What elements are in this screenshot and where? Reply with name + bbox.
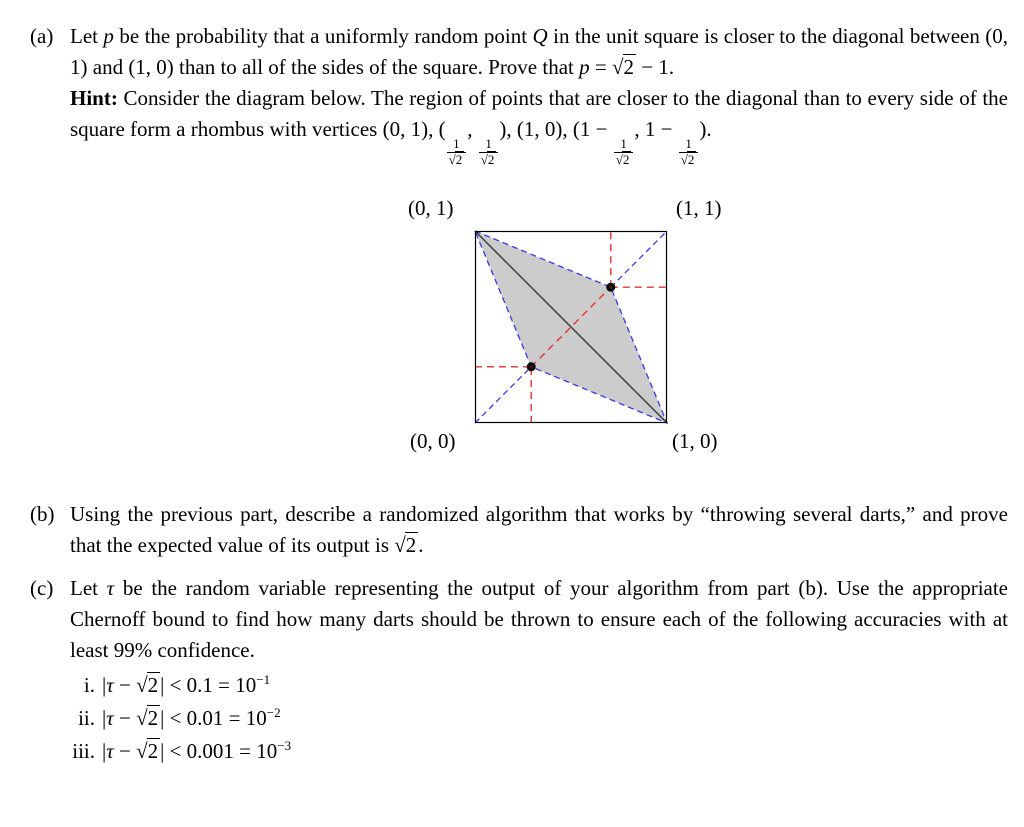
blue-dashed-segment <box>475 366 531 422</box>
problem-item-b <box>30 499 1008 561</box>
sqrt-radical: √2 <box>611 55 634 79</box>
item-c-statement: Let τ be the random variable representing the output of your algorithm from part (b). Use the appropriate Chernoff bound to find how many darts should be thrown to ensure each of the following accuracies with at least 99% confidence. <box>70 575 1009 662</box>
rhombus-vertex-dot-center <box>530 365 532 367</box>
item-b-label: (b) <box>30 501 55 526</box>
rhombus-vertex-dot-center <box>610 286 612 288</box>
unit-square-diagram <box>475 231 667 423</box>
fraction: $\frac{1}{√2}$ <box>447 137 467 168</box>
blue-dashed-segment <box>611 231 667 287</box>
sqrt-radical: √2 <box>680 151 695 167</box>
item-a-label: (a) <box>30 24 54 48</box>
unit-square-figure <box>405 195 745 457</box>
fraction: $\frac{1}{√2}$ <box>479 137 499 168</box>
item-a-statement: Let p be the probability that a uniformly random point Q in the unit square is closer to the diagonal between (0, 1) and (1, 0) than to all of the sides of the square. Prove that p = √2 − 1. <box>70 24 1009 79</box>
sqrt-radical: √2 <box>136 705 159 730</box>
sqrt-radical: √2 <box>136 672 159 697</box>
fraction: $\frac{1}{√2}$ <box>614 137 634 168</box>
accuracy-item-iii-label: iii. <box>72 738 95 763</box>
corner-label-bottom-right: (1, 0) <box>672 428 718 453</box>
sqrt-radical: √2 <box>136 738 159 763</box>
sqrt-radical: √2 <box>394 532 417 557</box>
corner-label-top-left: (0, 1) <box>408 195 454 220</box>
accuracy-item-ii-label: ii. <box>78 705 95 730</box>
accuracy-item-ii-formula: $|\tau - √2| < 0.01 = 10^{-2}$ <box>102 704 281 730</box>
accuracy-item-i-formula: $|\tau - √2| < 0.1 = 10^{-1}$ <box>102 671 271 697</box>
accuracy-item-i-label: i. <box>83 672 95 697</box>
accuracy-item-iii <box>70 735 1008 768</box>
problem-item-a <box>30 21 1009 168</box>
sqrt-radical: √2 <box>615 151 630 167</box>
item-b-statement: Using the previous part, describe a randomized algorithm that works by “throwing several darts,” and prove that the expected value of its output is √2. <box>70 501 1008 557</box>
corner-label-top-right: (1, 1) <box>676 195 722 220</box>
sqrt-radical: √2 <box>480 151 495 167</box>
fraction: $\frac{1}{√2}$ <box>679 137 699 168</box>
corner-label-bottom-left: (0, 0) <box>410 428 456 453</box>
accuracy-item-i <box>70 669 1008 702</box>
problem-item-c <box>30 573 1009 768</box>
sqrt-radical: √2 <box>448 151 463 167</box>
item-a-hint: Hint: Consider the diagram below. The region of points that are closer to the diagonal than to every side of the square form a rhombus with vertices (0, 1), ( $\frac{1}{√2}$ , $\frac{1}{√2}$ ), (1, 0), (1 − $\frac{1}{√2}$ , 1 − $\frac{1}{√2}$ ). <box>70 86 1008 167</box>
accuracy-list <box>70 669 1008 768</box>
item-c-label: (c) <box>30 575 54 600</box>
accuracy-item-ii <box>70 702 1008 735</box>
accuracy-item-iii-formula: $|\tau - √2| < 0.001 = 10^{-3}$ <box>102 737 292 763</box>
